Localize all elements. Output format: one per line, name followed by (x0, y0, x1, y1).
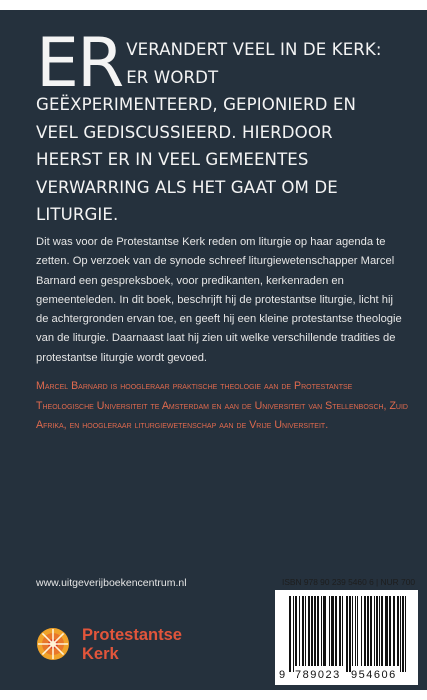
barcode-bar (323, 596, 326, 666)
barcode-bar (381, 596, 383, 666)
barcode-bar (400, 596, 401, 672)
barcode-bar (335, 596, 337, 666)
barcode-bar (361, 596, 362, 666)
barcode-bar (339, 596, 341, 666)
barcode-digit-group-1: 789023 (295, 669, 341, 681)
barcode-bar (374, 596, 375, 666)
barcode-bar (321, 596, 322, 666)
barcode-bar (385, 596, 388, 666)
barcode-bar (317, 596, 319, 666)
lead-heading (36, 24, 401, 229)
barcode (275, 590, 418, 685)
barcode-bar (370, 596, 372, 666)
barcode-graphic (275, 590, 418, 685)
barcode-bar (405, 596, 406, 672)
author-note: Marcel Barnard is hoogleraar praktische theologie aan de Protestantse Theologische Universiteit te Amsterdam en aan de Universiteit van Stellenbosch, Zuid Afrika, en hoogleraar liturgiewetenschap aan de Vrije Universiteit. (36, 380, 408, 431)
barcode-bar (397, 596, 399, 666)
barcode-bar (346, 596, 348, 672)
barcode-bar (314, 596, 316, 666)
bottom-edge (0, 690, 427, 700)
barcode-bar (293, 596, 294, 672)
barcode-bar (389, 596, 391, 666)
top-edge (0, 0, 427, 10)
barcode-bar (305, 596, 306, 666)
barcode-first-digit: 9 (279, 669, 286, 681)
barcode-bar (311, 596, 313, 666)
barcode-bar (402, 596, 404, 672)
barcode-bar (364, 596, 366, 666)
protestantse-kerk-logo (36, 627, 70, 661)
barcode-bar (289, 596, 291, 672)
body-paragraph: Dit was voor de Protestantse Kerk reden om liturgie op haar agenda te zetten. Op verzoek van de synode schreef liturgiewetenschapper Marcel Barnard een gespreksboek, voor predikanten, kerkenraden en gemeenteleden. In dit boek, beschrijft hij de protestantse liturgie, licht hij de achtergronden ervan toe, en geeft hij een kleine protestantse theologie van de liturgie. Daarnaast laat hij zien uit welke verschillende tradities de protestantse liturgie wordt gevoed. (36, 236, 402, 364)
barcode-bar (302, 596, 304, 666)
dropcap: ER (36, 24, 123, 103)
org-name-line-1: Protestantse (82, 626, 182, 644)
barcode-bar (342, 596, 343, 666)
barcode-bar (308, 596, 310, 666)
org-name (82, 626, 182, 664)
org-name-line-2: Kerk (82, 645, 119, 663)
lead-text: VERANDERT VEEL IN DE KERK: ER WORDT GEËXPERIMENTEERD, GEPIONIERD EN VEEL GEDISCUSSIEERD. HIERDOOR HEERST ER IN VEEL GEMEENTES VERWARRING ALS HET GAAT OM DE LITURGIE. (36, 40, 382, 224)
barcode-bar (295, 596, 297, 666)
isbn-text: ISBN 978 90 239 5460 6 | NUR 700 (282, 577, 416, 587)
barcode-bar (331, 596, 334, 666)
publisher-url[interactable]: www.uitgeverijboekencentrum.nl (36, 577, 187, 589)
barcode-bar (393, 596, 395, 666)
barcode-digit-group-2: 954606 (351, 669, 397, 681)
barcode-bar (352, 596, 353, 666)
barcode-bar (379, 596, 380, 666)
barcode-bar (355, 596, 356, 666)
barcode-bar (367, 596, 369, 666)
barcode-bar (329, 596, 330, 666)
barcode-bar (349, 596, 351, 672)
barcode-bar (376, 596, 378, 666)
barcode-bar (299, 596, 300, 666)
barcode-bar (357, 596, 358, 666)
